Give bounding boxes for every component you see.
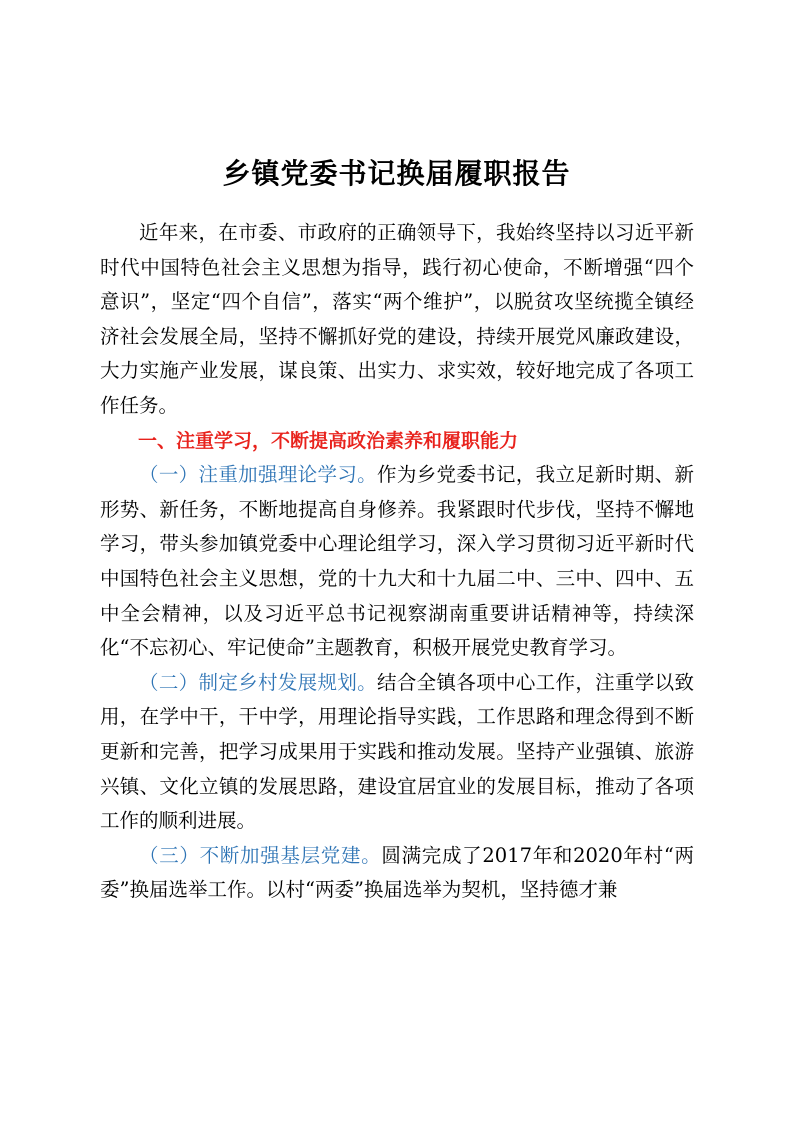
- section-item-3: [100, 839, 694, 908]
- section-heading: 一、注重学习，不断提高政治素养和履职能力: [138, 429, 519, 452]
- subheading-1: （一）注重加强理论学习。: [139, 463, 377, 487]
- item-2-text: 结合全镇各项中心工作，注重学以致用，在学中干，干中学，用理论指导实践，工作思路和理念得到不断更新和完善，把学习成果用于实践和推动发展。坚持产业强镇、旅游兴镇、文化立镇的发展思路，建设宜居宜业的发展目标，推动了各项工作的顺利进展。: [100, 670, 694, 833]
- document-title: 乡镇党委书记换届履职报告: [222, 157, 571, 190]
- intro-paragraph: 近年来，在市委、市政府的正确领导下，我始终坚持以习近平新时代中国特色社会主义思想为指导，践行初心使命，不断增强“四个意识”，坚定“四个自信”，落实“两个维护”，以脱贫攻坚统揽全镇经济社会发展全局，坚持不懈抓好党的建设，持续开展党风廉政建设，大力实施产业发展，谋良策、出实力、求实效，较好地完成了各项工作任务。: [100, 221, 694, 417]
- document-body: [100, 216, 694, 908]
- item-3-text: 圆满完成了2017年和2020年村“两委”换届选举工作。以村“两委”换届选举为契机，坚持德才兼: [100, 843, 694, 902]
- section-item-2: [100, 666, 694, 839]
- section-item-1: [100, 458, 694, 666]
- item-1-text: 作为乡党委书记，我立足新时期、新形势、新任务，不断地提高自身修养。我紧跟时代步伐，坚持不懈地学习，带头参加镇党委中心理论组学习，深入学习贯彻习近平新时代中国特色社会主义思想，党的十九大和十九届二中、三中、四中、五中全会精神，以及习近平总书记视察湖南重要讲话精神等，持续深化“不忘初心、牢记使命”主题教育，积极开展党史教育学习。: [100, 463, 694, 660]
- subheading-3: （三）不断加强基层党建。: [139, 843, 382, 867]
- subheading-2: （二）制定乡村发展规划。: [139, 670, 377, 694]
